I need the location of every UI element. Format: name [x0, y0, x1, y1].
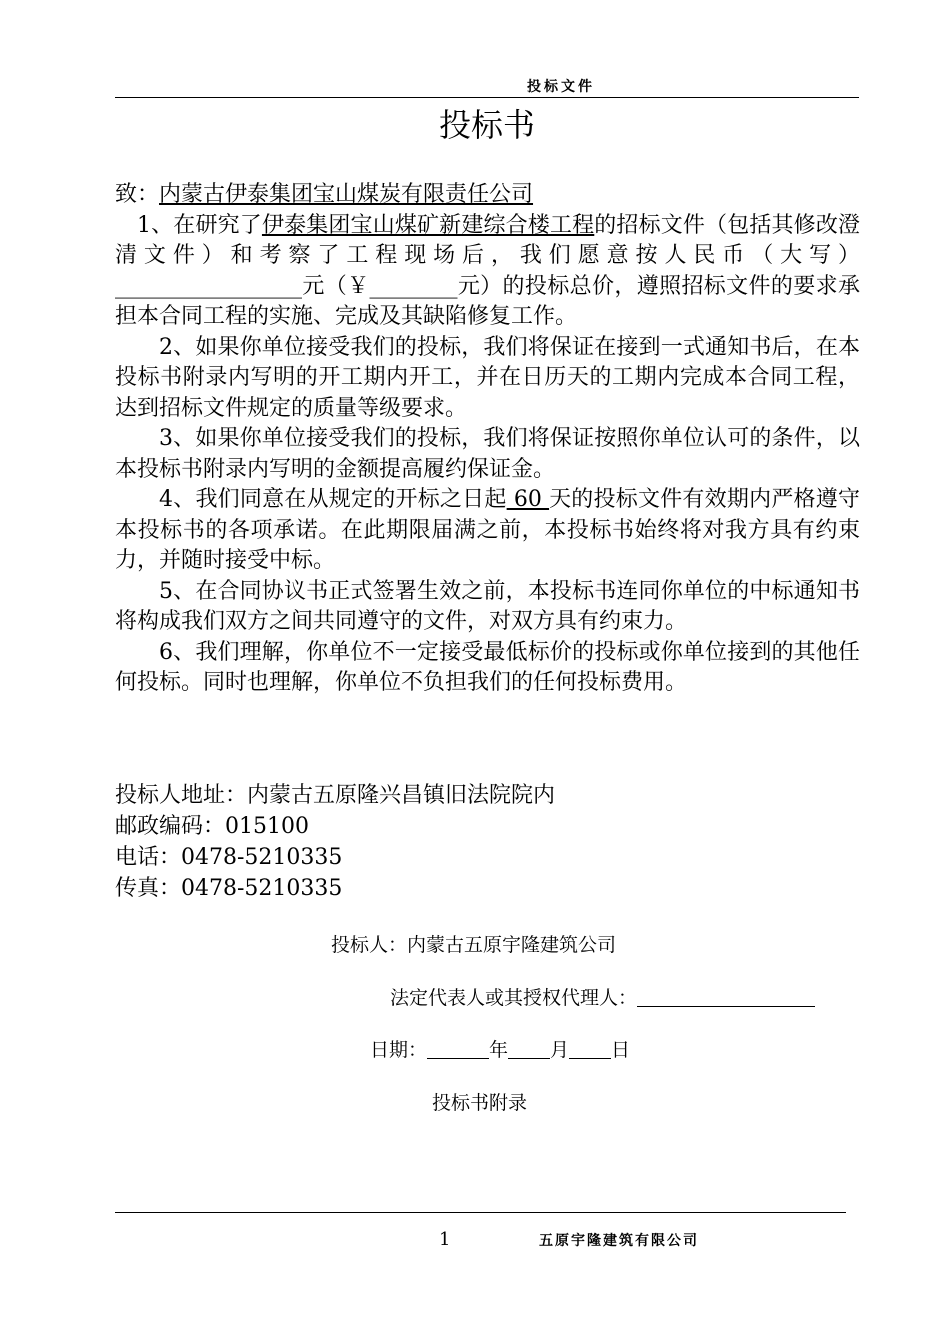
paragraph-4 — [115, 485, 860, 577]
day-label: 日 — [611, 1039, 631, 1061]
postal-code: 邮政编码：015100 — [115, 814, 309, 839]
project-name: 伊泰集团宝山煤矿新建综合楼工程 — [261, 212, 595, 238]
page-title: 投标书 — [438, 106, 535, 144]
paragraph-5: 5、在合同协议书正式签署生效之前，本投标书连同你单位的中标通知书将构成我们双方之间共同遵守的文件，对双方具有约束力。 — [115, 578, 860, 634]
p1-text-d: 元）的投标总价，遵照招标文件的要求承担本合同工程的实施、完成及其缺陷修复工作。 — [115, 273, 860, 329]
p1-text-b: 的招标文件（包括其修改澄清文件）和考察了工程现场后，我们愿意按人民币（大写） — [115, 212, 860, 268]
amount-figure-blank: ________ — [369, 273, 458, 299]
header-rule — [115, 97, 859, 98]
phone-number: 电话：0478-5210335 — [115, 845, 343, 870]
bidder-name: 投标人：内蒙古五原宇隆建筑公司 — [331, 934, 617, 956]
paragraph-3: 3、如果你单位接受我们的投标，我们将保证按照你单位认可的条件，以本投标书附录内写明的金额提高履约保证金。 — [115, 426, 860, 482]
addressee-name: 内蒙古伊泰集团宝山煤炭有限责任公司 — [159, 182, 534, 207]
header-title: 投标文件 — [527, 79, 595, 95]
date-label: 日期： — [370, 1039, 428, 1061]
p4-text-a: 4、我们同意在从规定的开标之日起 — [159, 487, 507, 512]
page-number: 1 — [439, 1229, 451, 1250]
paragraph-6: 6、我们理解，你单位不一定接受最低标价的投标或你单位接到的其他任何投标。同时也理解，你单位不负担我们的任何投标费用。 — [115, 639, 860, 695]
day-blank — [569, 1039, 611, 1059]
letter-body — [115, 180, 860, 699]
year-blank — [427, 1039, 489, 1059]
footer-rule — [115, 1212, 846, 1213]
fax-number: 传真：0478-5210335 — [115, 876, 343, 901]
p1-text-a: 1、在研究了 — [137, 212, 262, 238]
month-blank — [508, 1039, 550, 1059]
p1-text-c: 元（￥ — [302, 273, 370, 299]
paragraph-2: 2、如果你单位接受我们的投标，我们将保证在接到一式通知书后，在本投标书附录内写明的开工期内开工，并在日历天的工期内完成本合同工程，达到招标文件规定的质量等级要求。 — [115, 334, 860, 421]
amount-words-blank: _________________ — [115, 273, 302, 299]
addressee-prefix: 致： — [115, 182, 160, 207]
validity-days: 60 — [506, 487, 550, 512]
bidder-address: 投标人地址：内蒙古五原隆兴昌镇旧法院院内 — [115, 783, 556, 808]
paragraph-1 — [115, 211, 860, 333]
date-line — [370, 1035, 630, 1062]
legal-rep-label: 法定代表人或其授权代理人： — [390, 987, 638, 1009]
month-label: 月 — [550, 1039, 570, 1061]
p4-text-b: 天的投标文件有效期内严格遵守本投标书的各项承诺。在此期限届满之前，本投标书始终将对我方具有约束力，并随时接受中标。 — [115, 487, 860, 573]
footer-company: 五原宇隆建筑有限公司 — [539, 1233, 699, 1249]
addressee-line — [115, 180, 860, 211]
legal-rep-line — [390, 983, 815, 1010]
year-label: 年 — [489, 1039, 509, 1061]
contact-block — [115, 780, 555, 904]
appendix-heading: 投标书附录 — [432, 1092, 528, 1114]
legal-rep-blank — [637, 987, 815, 1007]
